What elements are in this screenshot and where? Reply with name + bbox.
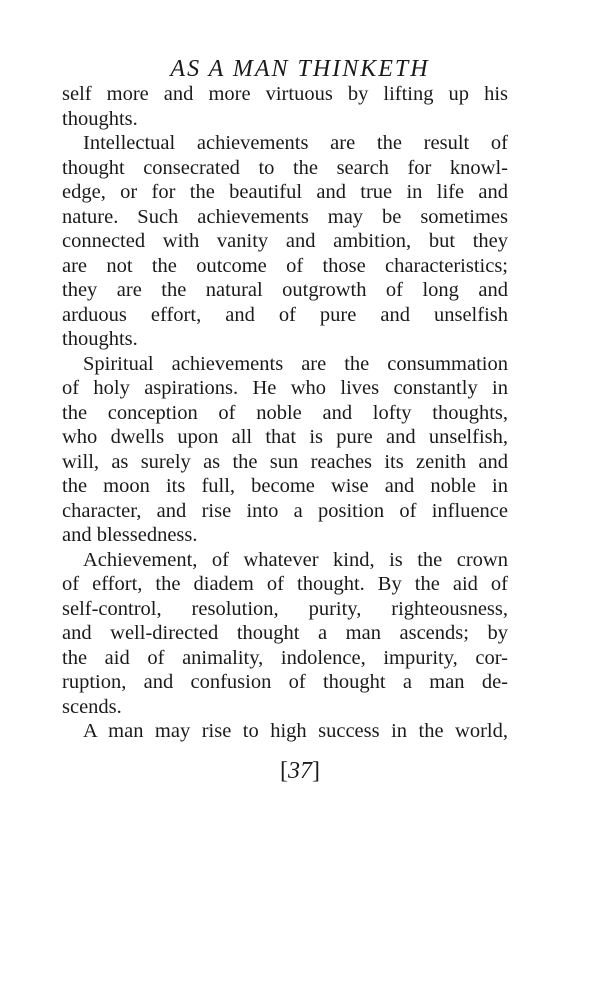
text-line: self more and more virtuous by lifting up his xyxy=(62,83,508,105)
bracket-close: ] xyxy=(312,758,320,784)
text-line: thoughts. xyxy=(62,107,138,130)
text-line: nature. Such achievements may be sometimes xyxy=(62,205,508,228)
page-body-text xyxy=(62,82,508,744)
text-line: self-control, resolution, purity, righteousness, xyxy=(62,597,508,620)
text-line: and blessedness. xyxy=(62,524,198,546)
text-line: Intellectual achievements are the result of xyxy=(83,132,508,154)
text-line: the conception of noble and lofty thoughts, xyxy=(62,401,508,424)
text-line: the moon its full, become wise and noble in xyxy=(62,475,508,497)
text-line: of holy aspirations. He who lives constantly in xyxy=(62,377,508,399)
text-line: who dwells upon all that is pure and unselfish, xyxy=(62,426,508,448)
text-line: the aid of animality, indolence, impurity, cor- xyxy=(62,646,508,669)
text-line: Achievement, of whatever kind, is the crown xyxy=(83,548,508,571)
running-header: AS A MAN THINKETH xyxy=(170,56,430,82)
text-line: connected with vanity and ambition, but they xyxy=(62,230,508,252)
text-line: edge, or for the beautiful and true in life and xyxy=(62,181,508,203)
text-line: will, as surely as the sun reaches its zenith and xyxy=(62,450,508,473)
text-line: A man may rise to high success in the world, xyxy=(83,720,508,742)
text-line: they are the natural outgrowth of long and xyxy=(62,279,508,301)
text-line: Spiritual achievements are the consummation xyxy=(83,352,508,375)
text-line: and well-directed thought a man ascends; by xyxy=(62,622,508,644)
text-line: thoughts. xyxy=(62,328,138,350)
text-line: ruption, and confusion of thought a man de- xyxy=(62,671,508,693)
text-line: of effort, the diadem of thought. By the aid of xyxy=(62,573,508,595)
text-line: character, and rise into a position of influence xyxy=(62,499,508,522)
page-number-value: 37 xyxy=(288,758,312,784)
bracket-open: [ xyxy=(280,758,288,784)
text-line: thought consecrated to the search for knowl- xyxy=(62,156,508,179)
text-line: are not the outcome of those characteristics; xyxy=(62,254,508,277)
text-line: scends. xyxy=(62,695,122,718)
page-number xyxy=(0,758,600,785)
text-line: arduous effort, and of pure and unselfish xyxy=(62,303,508,326)
